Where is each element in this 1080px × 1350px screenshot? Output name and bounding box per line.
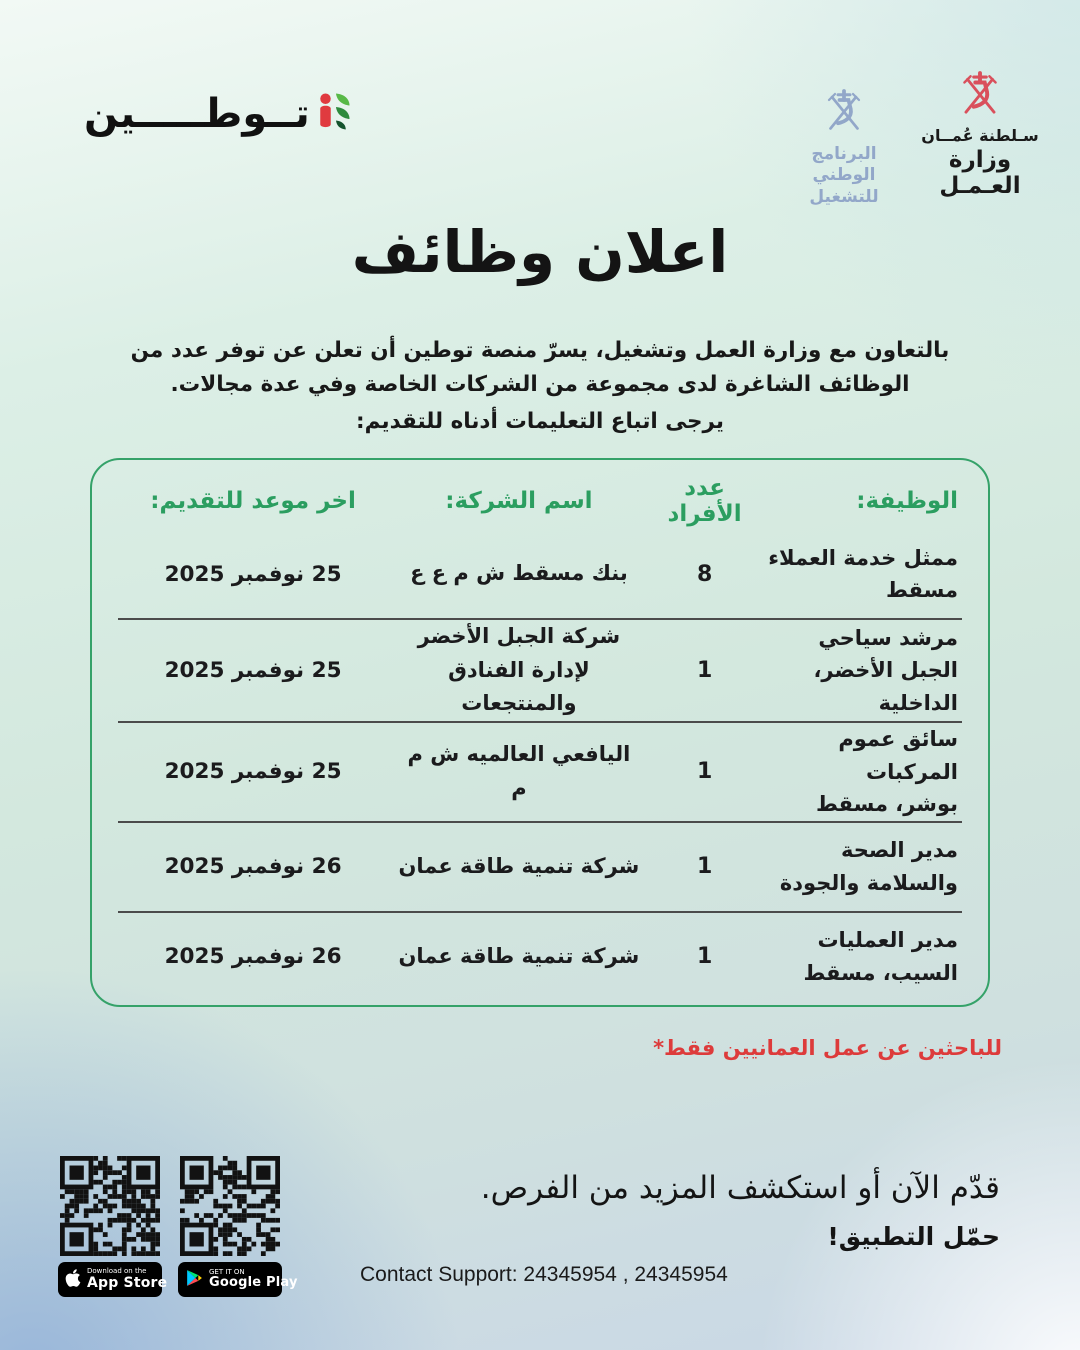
job-location: السيب، مسقط: [803, 960, 958, 985]
cta-text: [481, 1170, 1000, 1251]
job-count: 1: [696, 759, 713, 785]
company-name: اليافعي العالميه ش م م: [407, 742, 631, 800]
company-name: شركة تنمية طاقة عمان: [398, 853, 640, 878]
google-play-download: [178, 1156, 298, 1297]
download-qr-area: [58, 1156, 298, 1297]
table-row: [118, 821, 962, 911]
jobs-table-header: [118, 472, 962, 530]
job-location: بوشر، مسقط: [815, 792, 958, 817]
job-title: مدير الصحة والسلامة والجودة: [779, 838, 958, 895]
google-play-icon: [185, 1269, 203, 1291]
badge-store-name: Google Play: [209, 1275, 298, 1291]
nep-logo-line2: للتشغيل: [809, 186, 879, 207]
omanis-only-note: للباحثين عن عمل العمانيين فقط*: [653, 1036, 1002, 1060]
google-play-qr-code: [180, 1156, 280, 1256]
job-location: مسقط: [886, 578, 958, 603]
oman-khanjar-emblem-icon: [778, 88, 910, 140]
application-deadline: 25 نوفمبر 2025: [164, 561, 342, 587]
header-company: اسم الشركة:: [445, 488, 593, 514]
job-location: الجبل الأخضر، الداخلية: [813, 658, 958, 715]
job-count: 1: [696, 854, 713, 880]
mol-logo-line2: وزارة العـمـل: [939, 147, 1021, 199]
contact-support: Contact Support: 24345954 , 24345954: [360, 1263, 728, 1286]
national-employment-program-logo: [778, 88, 910, 208]
header-job: الوظيفة:: [856, 488, 958, 514]
job-title: سائق عموم المركبات: [838, 726, 958, 784]
application-deadline: 25 نوفمبر 2025: [164, 759, 342, 785]
oman-khanjar-emblem-icon: [905, 70, 1055, 124]
job-title: مرشد سياحي: [818, 625, 958, 650]
job-title: ممثل خدمة العملاء: [768, 545, 958, 570]
apple-icon: [65, 1268, 81, 1292]
company-name: بنك مسقط ش م ع ع: [410, 561, 628, 586]
mol-logo-line1: سـلطنة عُمــان: [921, 126, 1039, 145]
application-deadline: 26 نوفمبر 2025: [164, 854, 342, 880]
job-count: 8: [696, 561, 713, 587]
jobs-table: [90, 458, 990, 1007]
table-row: [118, 618, 962, 721]
application-deadline: 25 نوفمبر 2025: [164, 658, 342, 684]
tawteen-logo: [84, 92, 351, 135]
company-name: شركة تنمية طاقة عمان: [398, 944, 640, 969]
tawteen-logo-icon: [318, 92, 351, 135]
job-count: 1: [696, 658, 713, 684]
cta-line2: حمّل التطبيق!: [827, 1222, 1000, 1251]
header-deadline: اخر موعد للتقديم:: [150, 488, 356, 514]
table-row: [118, 530, 962, 618]
ministry-of-labour-logo: [905, 70, 1055, 199]
app-store-qr-code: [60, 1156, 160, 1256]
app-store-download: [58, 1156, 168, 1297]
intro-paragraph: بالتعاون مع وزارة العمل وتشغيل، يسرّ منصة توطين أن تعلن عن توفر عدد من الوظائف الشاغرة لدى مجموعة من الشركات الخاصة وفي عدة مجالات.: [130, 338, 950, 398]
job-count: 1: [696, 944, 713, 970]
intro-text: [90, 334, 990, 439]
table-row: [118, 911, 962, 1001]
badge-store-name: App Store: [87, 1275, 168, 1292]
job-title: مدير العمليات: [817, 928, 958, 953]
table-row: [118, 721, 962, 821]
badge-tagline: GET IT ON: [209, 1268, 245, 1276]
badge-tagline: Download on the: [87, 1267, 147, 1276]
page-title: اعلان وظائف: [351, 218, 729, 286]
app-store-badge[interactable]: [58, 1262, 168, 1297]
cta-line1: قدّم الآن أو استكشف المزيد من الفرص.: [480, 1170, 1000, 1206]
intro-instruction: يرجى اتباع التعليمات أدناه للتقديم:: [356, 408, 724, 434]
header-count: عدد الأفراد: [667, 475, 742, 527]
tawteen-wordmark: تــوطـــــين: [84, 90, 310, 137]
company-name: شركة الجبل الأخضر لإدارة الفنادق والمنتجعات: [417, 624, 621, 716]
application-deadline: 26 نوفمبر 2025: [164, 944, 342, 970]
google-play-badge[interactable]: [178, 1262, 298, 1297]
nep-logo-line1: البرنامج الوطني: [811, 144, 877, 186]
